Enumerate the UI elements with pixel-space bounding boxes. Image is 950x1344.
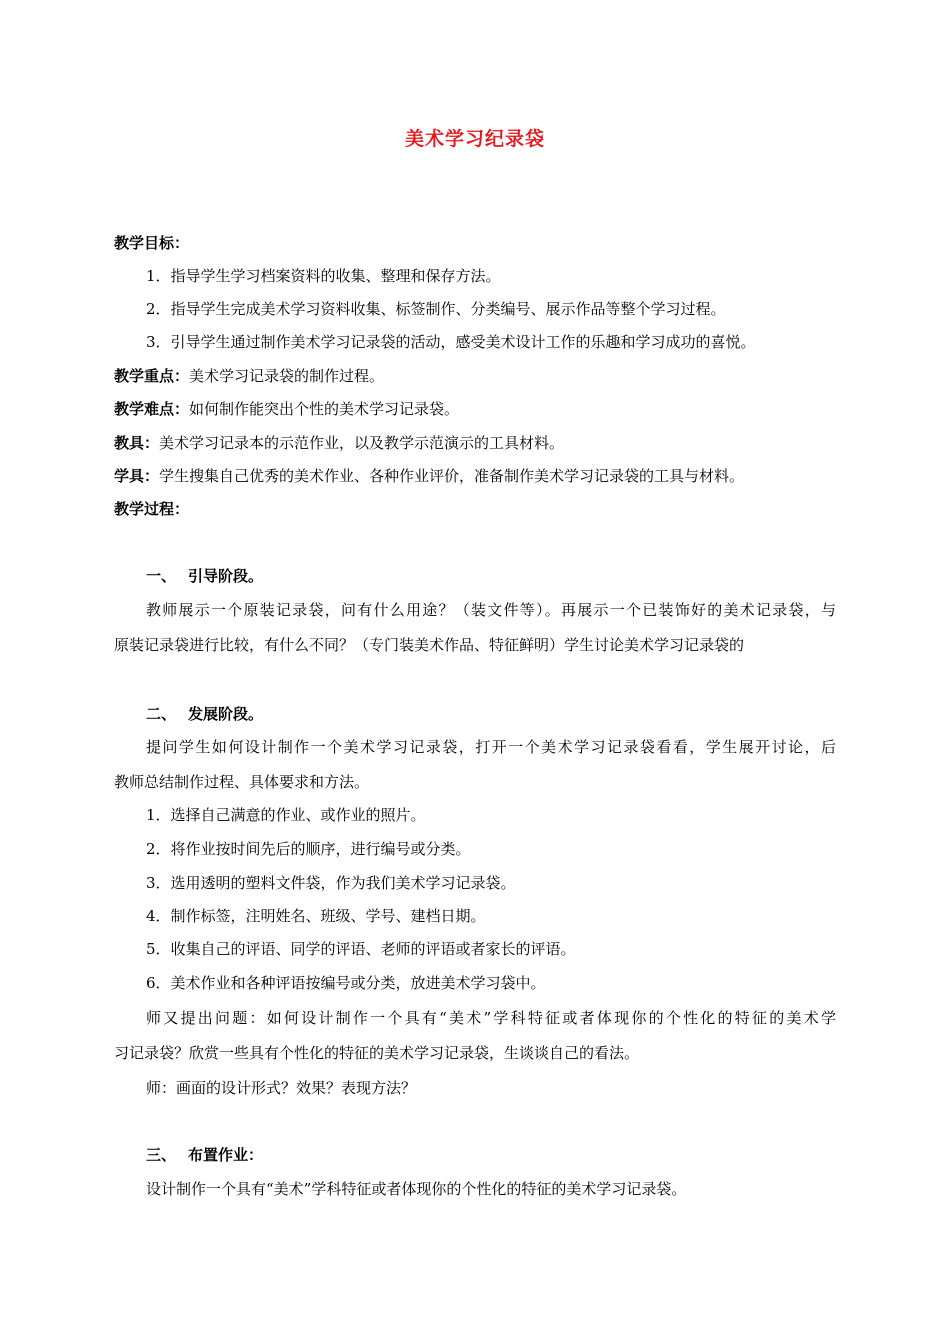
process-heading: 教学过程： bbox=[114, 500, 190, 518]
section2-teacher-line: 师：画面的设计形式？效果？表现方法？ bbox=[146, 1079, 417, 1097]
student-tools bbox=[114, 466, 744, 486]
section1-title: 引导阶段。 bbox=[188, 567, 264, 585]
section3-heading bbox=[146, 1145, 263, 1165]
section1-line-2: 原装记录袋进行比较，有什么不同？（专门装美术作品、特征鲜明）学生讨论美术学习记录袋的 bbox=[114, 636, 745, 654]
student-tools-label: 学具： bbox=[114, 467, 160, 485]
section1-number: 一、 bbox=[146, 567, 177, 585]
difficulty bbox=[114, 399, 459, 419]
goal-item-2: 2．指导学生完成美术学习资料收集、标签制作、分类编号、展示作品等整个学习过程。 bbox=[146, 300, 726, 318]
key-point-label: 教学重点： bbox=[114, 367, 190, 385]
section2-intro-line-2: 教师总结制作过程、具体要求和方法。 bbox=[114, 773, 370, 791]
section2-question-line-1: 师又提出问题：如何设计制作一个具有“美术”学科特征或者体现你的个性化的特征的美术学 bbox=[146, 1009, 836, 1027]
section1-heading bbox=[146, 566, 263, 586]
section3-text: 设计制作一个具有“美术”学科特征或者体现你的个性化的特征的美术学习记录袋。 bbox=[146, 1180, 687, 1198]
key-point-text: 美术学习记录袋的制作过程。 bbox=[189, 367, 385, 385]
key-point bbox=[114, 366, 384, 386]
teacher-tools bbox=[114, 433, 564, 453]
goal-item-1: 1．指导学生学习档案资料的收集、整理和保存方法。 bbox=[146, 267, 501, 285]
teacher-tools-label: 教具： bbox=[114, 434, 160, 452]
teacher-tools-text: 美术学习记录本的示范作业，以及教学示范演示的工具材料。 bbox=[159, 434, 565, 452]
section2-step-6: 6．美术作业和各种评语按编号或分类，放进美术学习袋中。 bbox=[146, 974, 546, 992]
section2-title: 发展阶段。 bbox=[188, 705, 264, 723]
section2-step-2: 2．将作业按时间先后的顺序，进行编号或分类。 bbox=[146, 840, 471, 858]
page-title: 美术学习纪录袋 bbox=[404, 128, 545, 150]
section2-intro-line-1: 提问学生如何设计制作一个美术学习记录袋，打开一个美术学习记录袋看看，学生展开讨论，后 bbox=[146, 738, 836, 756]
section2-step-4: 4．制作标签，注明姓名、班级、学号、建档日期。 bbox=[146, 907, 486, 925]
section2-heading bbox=[146, 704, 263, 724]
student-tools-text: 学生搜集自己优秀的美术作业、各种作业评价，准备制作美术学习记录袋的工具与材料。 bbox=[159, 467, 745, 485]
goal-item-3: 3．引导学生通过制作美术学习记录袋的活动，感受美术设计工作的乐趣和学习成功的喜悦。 bbox=[146, 333, 756, 351]
section2-question-line-2: 习记录袋？欣赏一些具有个性化的特征的美术学习记录袋，生谈谈自己的看法。 bbox=[114, 1044, 640, 1062]
difficulty-text: 如何制作能突出个性的美术学习记录袋。 bbox=[189, 400, 460, 418]
section2-step-1: 1．选择自己满意的作业、或作业的照片。 bbox=[146, 806, 426, 824]
goals-heading: 教学目标： bbox=[114, 234, 190, 252]
section2-step-5: 5．收集自己的评语、同学的评语、老师的评语或者家长的评语。 bbox=[146, 940, 576, 958]
difficulty-label: 教学难点： bbox=[114, 400, 190, 418]
section1-line-1: 教师展示一个原装记录袋，问有什么用途？（装文件等）。再展示一个已装饰好的美术记录袋，与 bbox=[146, 601, 836, 619]
section3-title: 布置作业： bbox=[188, 1146, 264, 1164]
section2-number: 二、 bbox=[146, 705, 177, 723]
section2-step-3: 3．选用透明的塑料文件袋，作为我们美术学习记录袋。 bbox=[146, 874, 516, 892]
section3-number: 三、 bbox=[146, 1146, 177, 1164]
